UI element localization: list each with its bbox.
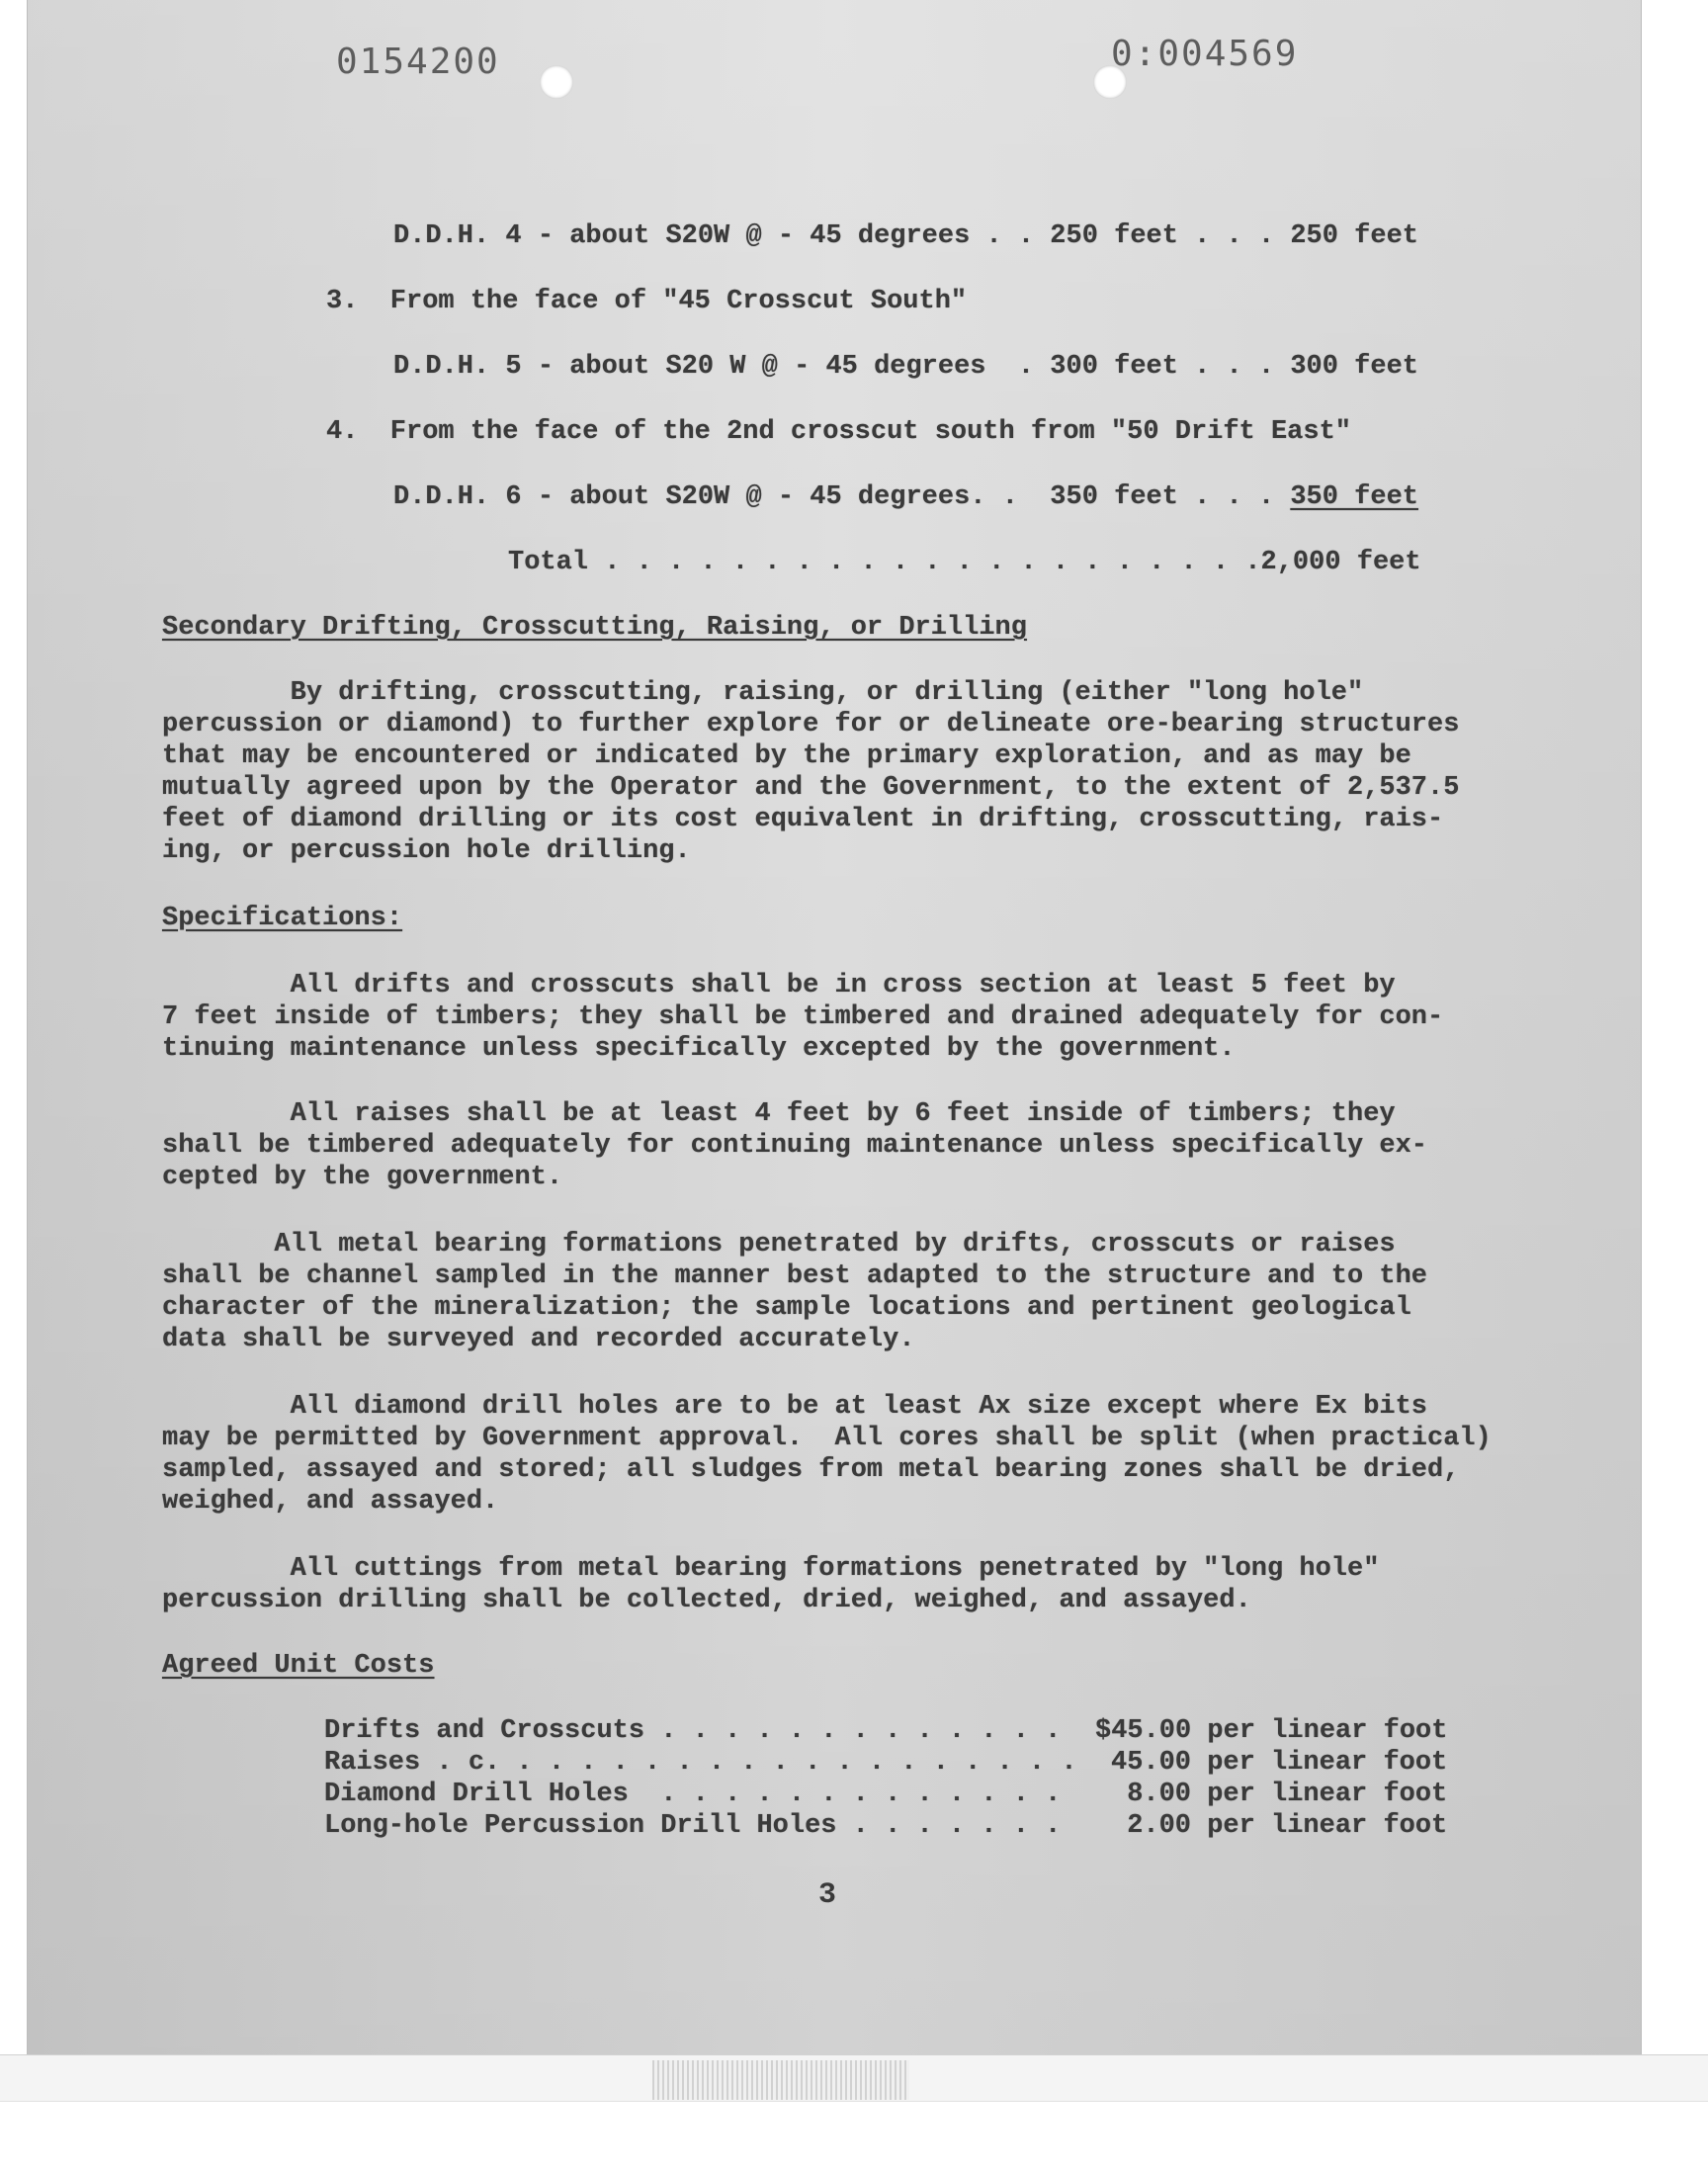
secondary-line: By drifting, crosscutting, raising, or drilling (either "long hole" — [162, 678, 1364, 708]
spec-line: character of the mineralization; the sample locations and pertinent geological — [162, 1293, 1411, 1323]
scanner-streak — [652, 2060, 909, 2100]
spec-line: weighed, and assayed. — [162, 1487, 499, 1517]
costs-heading: Agreed Unit Costs — [162, 1651, 435, 1681]
spec-line: All metal bearing formations penetrated by drifts, crosscuts or raises — [162, 1230, 1396, 1260]
spec-line: All raises shall be at least 4 feet by 6 feet inside of timbers; they — [162, 1099, 1396, 1129]
punch-hole-left — [540, 65, 573, 99]
spec-line: percussion drilling shall be collected, dried, weighed, and assayed. — [162, 1586, 1251, 1615]
hole-total-row: Total . . . . . . . . . . . . . . . . . . . . .2,000 feet — [508, 548, 1421, 577]
stamp-number-right: 0:004569 — [1111, 34, 1299, 74]
hole-row-heading-4: 4. From the face of the 2nd crosscut south from "50 Drift East" — [326, 417, 1351, 447]
spec-line: 7 feet inside of timbers; they shall be timbered and drained adequately for con- — [162, 1002, 1444, 1032]
stamp-number-left: 0154200 — [336, 42, 500, 82]
ddh6-text: D.D.H. 6 - about S20W @ - 45 degrees. . 350 feet . . . — [393, 482, 1291, 512]
hole-row-ddh5: D.D.H. 5 - about S20 W @ - 45 degrees . 300 feet . . . 300 feet — [393, 352, 1418, 382]
secondary-heading: Secondary Drifting, Crosscutting, Raising, or Drilling — [162, 613, 1027, 643]
hole-row-ddh4: D.D.H. 4 - about S20W @ - 45 degrees . . 250 feet . . . 250 feet — [393, 221, 1418, 251]
spec-line: All cuttings from metal bearing formations penetrated by "long hole" — [162, 1554, 1380, 1584]
hole-row-heading-3: 3. From the face of "45 Crosscut South" — [326, 287, 968, 316]
cost-label-drifts: Drifts and Crosscuts . . . . . . . . . . . . . — [324, 1716, 1062, 1746]
paper-sheet — [28, 0, 1641, 2054]
spec-line: All diamond drill holes are to be at least Ax size except where Ex bits — [162, 1392, 1428, 1422]
spec-line: tinuing maintenance unless specifically excepted by the government. — [162, 1034, 1236, 1064]
secondary-line: percussion or diamond) to further explore for or delineate ore-bearing structures — [162, 710, 1460, 740]
spec-line: data shall be surveyed and recorded accurately. — [162, 1325, 915, 1354]
secondary-line: feet of diamond drilling or its cost equivalent in drifting, crosscutting, rais- — [162, 805, 1444, 834]
spec-line: cepted by the government. — [162, 1163, 563, 1192]
cost-label-diamond: Diamond Drill Holes . . . . . . . . . . . . . — [324, 1780, 1062, 1809]
specifications-heading: Specifications: — [162, 904, 403, 933]
secondary-line: ing, or percussion hole drilling. — [162, 836, 691, 866]
page-number: 3 — [818, 1878, 837, 1912]
spec-line: All drifts and crosscuts shall be in cross section at least 5 feet by — [162, 971, 1396, 1000]
hole-row-ddh6 — [393, 480, 1418, 514]
cost-value-percussion: 2.00 per linear foot — [1111, 1811, 1448, 1841]
spec-line: shall be timbered adequately for continuing maintenance unless specifically ex- — [162, 1131, 1428, 1161]
cost-label-raises: Raises . c. . . . . . . . . . . . . . . . . . . — [324, 1748, 1077, 1778]
cost-value-drifts: $45.00 per linear foot — [1095, 1716, 1448, 1746]
spec-line: sampled, assayed and stored; all sludges from metal bearing zones shall be dried, — [162, 1455, 1460, 1485]
ddh6-subtotal: 350 feet — [1290, 482, 1418, 512]
cost-label-percussion: Long-hole Percussion Drill Holes . . . . . . . — [324, 1811, 1062, 1841]
cost-value-diamond: 8.00 per linear foot — [1111, 1780, 1448, 1809]
secondary-line: that may be encountered or indicated by the primary exploration, and as may be — [162, 741, 1411, 771]
spec-line: shall be channel sampled in the manner best adapted to the structure and to the — [162, 1262, 1428, 1291]
cost-value-raises: 45.00 per linear foot — [1111, 1748, 1448, 1778]
spec-line: may be permitted by Government approval. All cores shall be split (when practical) — [162, 1424, 1492, 1453]
secondary-line: mutually agreed upon by the Operator and the Government, to the extent of 2,537.5 — [162, 773, 1460, 803]
